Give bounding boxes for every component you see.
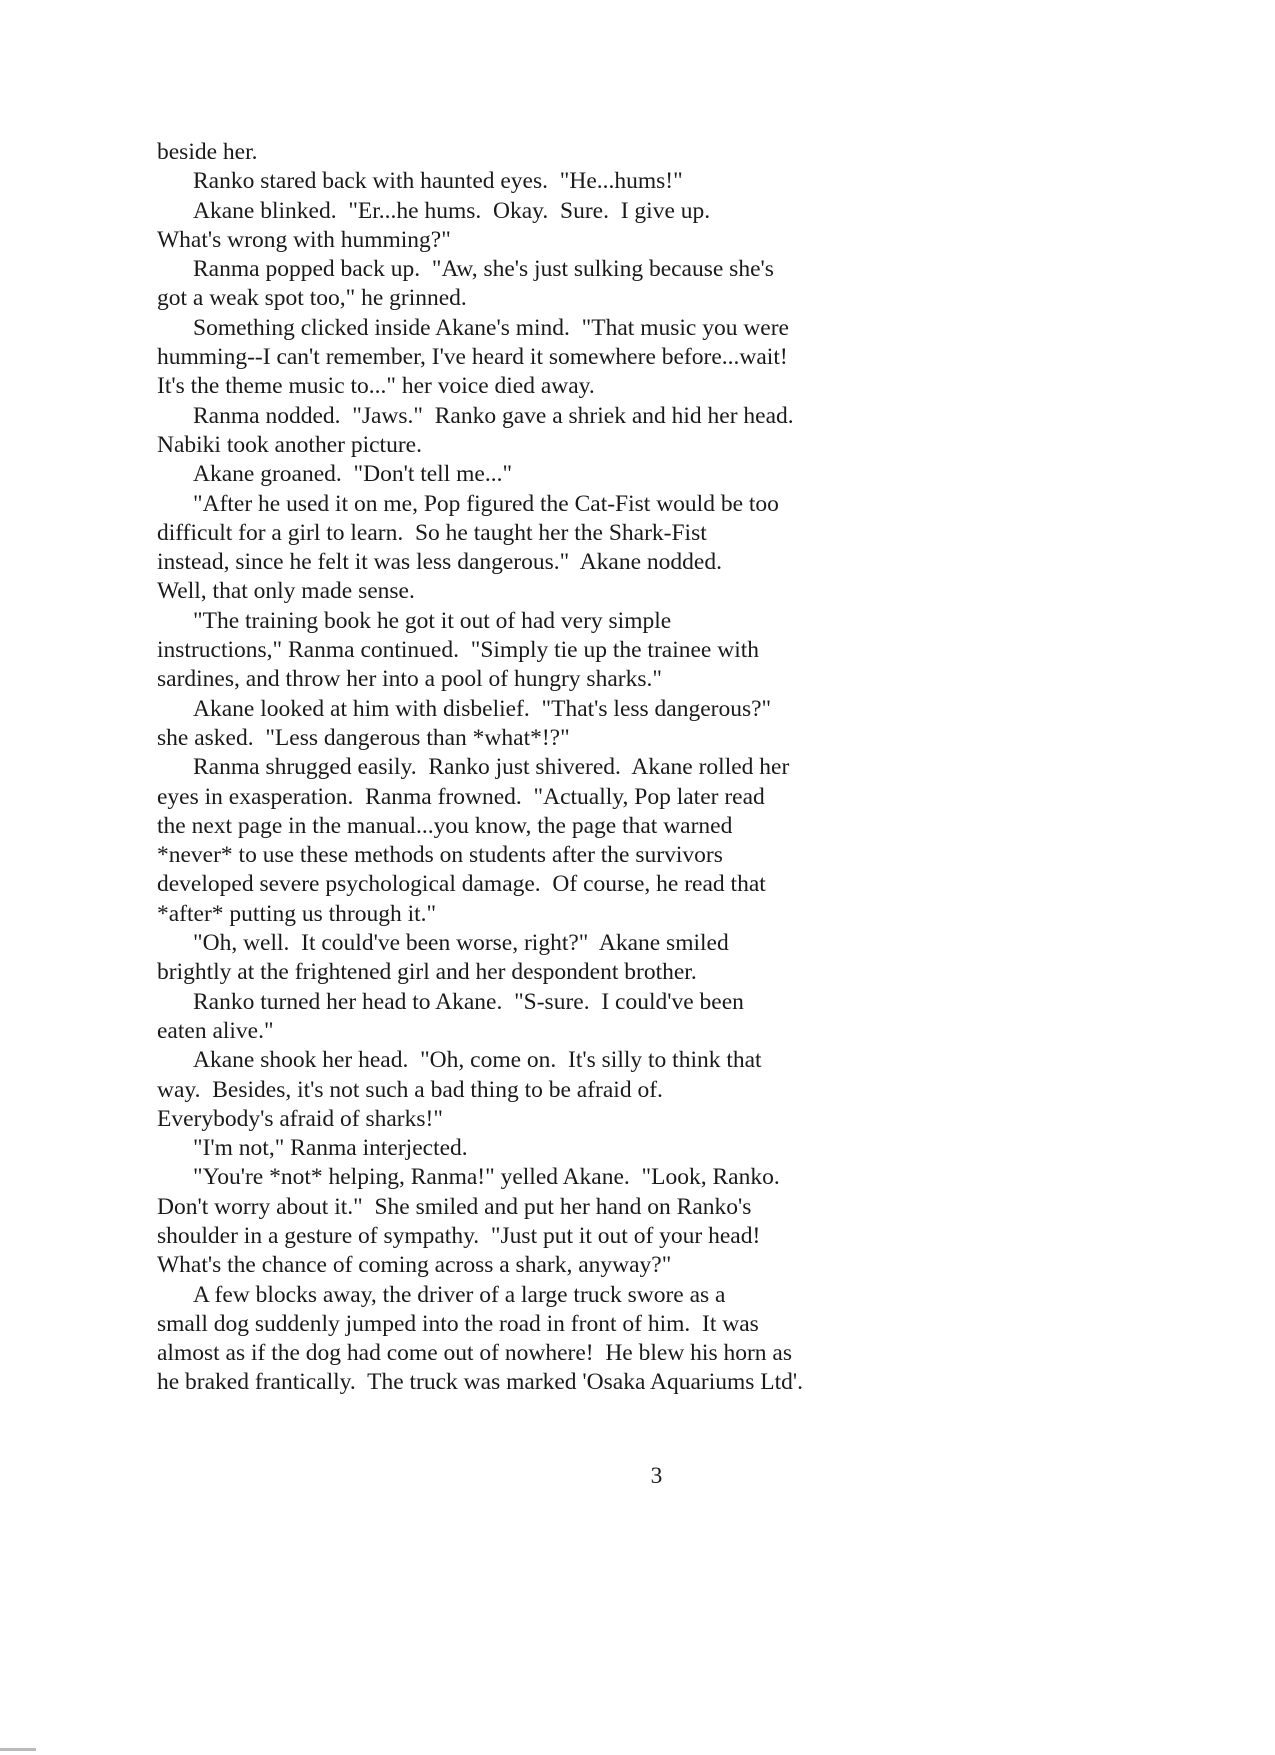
text-line: Well, that only made sense. bbox=[157, 578, 415, 605]
text-line: Akane looked at him with disbelief. "That's less dangerous?" bbox=[193, 695, 772, 722]
text-line: Ranko turned her head to Akane. "S-sure. I could've been bbox=[193, 988, 744, 1015]
text-line: shoulder in a gesture of sympathy. "Just put it out of your head! bbox=[157, 1222, 761, 1249]
text-line: instructions," Ranma continued. "Simply tie up the trainee with bbox=[157, 637, 760, 664]
text-line: he braked frantically. The truck was marked 'Osaka Aquariums Ltd'. bbox=[157, 1369, 804, 1396]
text-line: "You're *not* helping, Ranma!" yelled Akane. "Look, Ranko. bbox=[193, 1164, 780, 1191]
text-line: the next page in the manual...you know, the page that warned bbox=[157, 812, 733, 839]
text-line: Everybody's afraid of sharks!" bbox=[157, 1105, 443, 1132]
text-line: eaten alive." bbox=[157, 1017, 274, 1044]
text-line: *never* to use these methods on students after the survivors bbox=[157, 842, 723, 869]
text-line: Ranko stared back with haunted eyes. "He...hums!" bbox=[193, 168, 683, 195]
text-line: brightly at the frightened girl and her despondent brother. bbox=[157, 959, 697, 986]
text-line: Nabiki took another picture. bbox=[157, 431, 422, 458]
text-line: "I'm not," Ranma interjected. bbox=[193, 1135, 468, 1162]
text-line: Something clicked inside Akane's mind. "That music you were bbox=[193, 314, 789, 341]
text-line: Ranma nodded. "Jaws." Ranko gave a shriek and hid her head. bbox=[193, 402, 794, 429]
text-line: Ranma shrugged easily. Ranko just shivered. Akane rolled her bbox=[193, 754, 790, 781]
body-text bbox=[157, 138, 1157, 1398]
text-line: What's the chance of coming across a shark, anyway?" bbox=[157, 1252, 672, 1279]
page-number bbox=[0, 1463, 1275, 1490]
text-line: small dog suddenly jumped into the road in front of him. It was bbox=[157, 1310, 759, 1337]
page-number-label: 3 bbox=[650, 1463, 663, 1489]
text-line: humming--I can't remember, I've heard it somewhere before...wait! bbox=[157, 344, 788, 371]
text-line: "The training book he got it out of had very simple bbox=[193, 607, 672, 634]
text-line: she asked. "Less dangerous than *what*!?" bbox=[157, 724, 570, 751]
scan-edge-mark bbox=[0, 1748, 36, 1751]
text-line: almost as if the dog had come out of nowhere! He blew his horn as bbox=[157, 1340, 792, 1367]
text-line: What's wrong with humming?" bbox=[157, 226, 451, 253]
text-line: "After he used it on me, Pop figured the Cat-Fist would be too bbox=[193, 490, 779, 517]
text-line: "Oh, well. It could've been worse, right?" Akane smiled bbox=[193, 930, 729, 957]
text-line: Ranma popped back up. "Aw, she's just sulking because she's bbox=[193, 256, 774, 283]
text-line: got a weak spot too," he grinned. bbox=[157, 285, 467, 312]
text-line: Akane blinked. "Er...he hums. Okay. Sure. I give up. bbox=[193, 197, 711, 224]
text-line: Don't worry about it." She smiled and put her hand on Ranko's bbox=[157, 1193, 752, 1220]
text-line: developed severe psychological damage. Of course, he read that bbox=[157, 871, 766, 898]
text-line: difficult for a girl to learn. So he taught her the Shark-Fist bbox=[157, 519, 707, 546]
text-line: Akane shook her head. "Oh, come on. It's silly to think that bbox=[193, 1047, 762, 1074]
text-line: *after* putting us through it." bbox=[157, 900, 437, 927]
text-line: eyes in exasperation. Ranma frowned. "Actually, Pop later read bbox=[157, 783, 765, 810]
text-line: A few blocks away, the driver of a large truck swore as a bbox=[193, 1281, 726, 1308]
text-line: It's the theme music to..." her voice died away. bbox=[157, 373, 595, 400]
text-line: beside her. bbox=[157, 139, 258, 165]
text-line: sardines, and throw her into a pool of hungry sharks." bbox=[157, 666, 662, 693]
text-line: instead, since he felt it was less dangerous." Akane nodded. bbox=[157, 549, 722, 576]
text-line: way. Besides, it's not such a bad thing to be afraid of. bbox=[157, 1076, 663, 1103]
text-line: Akane groaned. "Don't tell me..." bbox=[193, 461, 513, 488]
